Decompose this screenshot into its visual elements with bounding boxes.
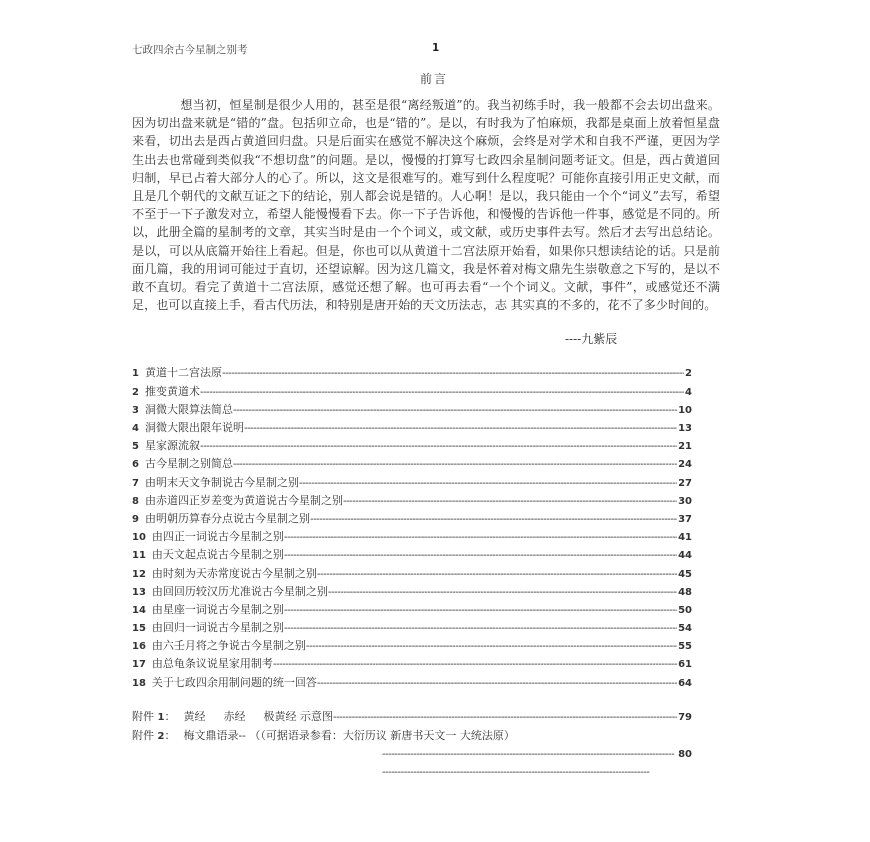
toc-entry-page: 61 xyxy=(678,659,692,671)
toc-entry-title: 关于七政四余用制问题的统一回答 xyxy=(151,675,317,689)
dot-leader xyxy=(273,656,677,674)
toc-entry[interactable] xyxy=(132,637,692,655)
toc-entry-page: 4 xyxy=(685,386,692,398)
dot-leader xyxy=(306,638,677,656)
toc-entry-number: 4 xyxy=(132,423,139,434)
toc-entry-title: 古今星制之别简总 xyxy=(144,457,233,471)
toc-entry-page: 10 xyxy=(678,404,692,416)
toc-entry-number: 7 xyxy=(132,477,139,489)
toc-entry-page: 48 xyxy=(678,586,692,598)
dot-leader xyxy=(284,620,677,638)
toc-entry-page: 50 xyxy=(678,604,692,616)
appendix-entry-2[interactable] xyxy=(132,727,692,746)
dot-leader xyxy=(233,402,677,420)
toc-entry-number: 10 xyxy=(132,532,146,544)
toc-entry[interactable] xyxy=(132,383,692,401)
appendix-1-label: 附件 1： xyxy=(132,709,176,723)
toc-entry-number: 11 xyxy=(132,550,146,562)
toc-entry-title: 由总龟条议说星家用制考 xyxy=(151,657,273,671)
toc-entry-page: 41 xyxy=(678,532,692,544)
appendix-entry-2-page-line xyxy=(132,746,692,764)
dot-leader xyxy=(310,511,677,529)
dot-leader xyxy=(317,566,677,584)
toc-entry-number: 1 xyxy=(132,368,139,380)
dot-leader xyxy=(222,365,684,383)
dot-leader xyxy=(284,529,677,547)
toc-entry[interactable] xyxy=(132,619,692,637)
table-of-contents xyxy=(132,364,692,691)
dot-leader xyxy=(299,475,677,493)
dot-leader xyxy=(382,746,677,782)
toc-entry[interactable] xyxy=(132,528,692,546)
dot-leader xyxy=(284,602,677,620)
dot-leader xyxy=(233,456,677,474)
toc-entry-number: 13 xyxy=(132,586,146,598)
toc-entry[interactable] xyxy=(132,510,692,528)
toc-entry-page: 55 xyxy=(678,641,692,653)
toc-entry-title: 洞微大限算法简总 xyxy=(144,402,233,416)
toc-entry[interactable] xyxy=(132,474,692,492)
appendix-1-part: 赤经 xyxy=(223,709,246,723)
toc-entry[interactable] xyxy=(132,437,692,455)
dot-leader xyxy=(333,709,677,727)
toc-entry-number: 18 xyxy=(132,677,146,689)
preface-heading: 前言 xyxy=(420,72,449,86)
running-header xyxy=(132,40,720,58)
running-header-title: 七政四余古今星制之别考 xyxy=(132,44,248,56)
toc-entry-number: 5 xyxy=(132,441,139,453)
toc-entry[interactable] xyxy=(132,364,692,382)
page-number: 1 xyxy=(432,42,440,54)
toc-entry-page: 2 xyxy=(685,368,692,380)
toc-entry-page: 27 xyxy=(678,477,692,489)
toc-entry-page: 54 xyxy=(678,623,692,635)
appendix-2-text: 梅文鼎语录-- （（可据语录参看：大衍历议 新唐书天文一 大统法原） xyxy=(183,728,515,742)
toc-entry-number: 3 xyxy=(132,404,139,416)
preface-body xyxy=(132,96,720,314)
dot-leader xyxy=(244,420,677,438)
appendix-1-part: 黄经 xyxy=(183,709,206,723)
toc-entry[interactable] xyxy=(132,655,692,673)
toc-entry[interactable] xyxy=(132,401,692,419)
toc-entry-page: 13 xyxy=(678,423,692,434)
dot-leader xyxy=(200,438,677,456)
toc-entry-title: 由回回历较汉历尤准说古今星制之别 xyxy=(151,584,328,598)
toc-entry[interactable] xyxy=(132,583,692,601)
dot-leader xyxy=(284,547,677,565)
dot-leader xyxy=(343,493,677,511)
appendix-1-part: 极黄经 示意图 xyxy=(263,709,333,723)
toc-entry-number: 14 xyxy=(132,604,146,616)
toc-entry-number: 16 xyxy=(132,641,146,653)
toc-entry-title: 洞微大限出限年说明 xyxy=(144,421,244,434)
toc-entry-title: 由明朝历算春分点说古今星制之别 xyxy=(144,511,310,525)
toc-entry-title: 黄道十二宫法原 xyxy=(144,366,222,380)
toc-entry-number: 6 xyxy=(132,459,139,471)
toc-entry[interactable] xyxy=(132,546,692,564)
toc-entry-title: 由四正一词说古今星制之别 xyxy=(151,530,284,544)
appendix-1-page: 79 xyxy=(678,711,692,723)
toc-entry-number: 8 xyxy=(132,495,139,507)
toc-entry[interactable] xyxy=(132,601,692,619)
toc-entry-title: 推变黄道术 xyxy=(144,384,200,398)
appendix-2-page: 80 xyxy=(678,748,692,760)
toc-entry[interactable] xyxy=(132,674,692,692)
toc-entry-title: 由回归一词说古今星制之别 xyxy=(151,621,284,635)
appendix-2-label: 附件 2： xyxy=(132,728,176,742)
toc-entry-page: 37 xyxy=(678,513,692,525)
toc-entry-number: 17 xyxy=(132,659,146,671)
toc-entry-page: 30 xyxy=(678,495,692,507)
toc-entry-number: 2 xyxy=(132,386,139,398)
preface-paragraph: 想当初，恒星制是很少人用的，甚至是很“离经叛道”的。我当初练手时，我一般都不会去切出盘来。因为切出盘来就是“错的”盘。包括卯立命，也是“错的”。是以，有时我为了怕麻烦，我都是桌面上放着恒星盘来看，切出去是西占黄道回归盘。只是后面实在感觉不解决这个麻烦，会终是对学术和自我不严谨，更因为学生出去也常碰到类似我“不想切盘”的问题。是以，慢慢的打算写七政四余星制问题考证文。但是，西占黄道回归制，早已占着大部分人的心了。所以，这文是很难写的。难写到什么程度呢？可能你直接引用正史文献，而且是几个朝代的文献互证之下的结论，别人都会说是错的。人心啊！是以，我只能由一个个“词义”去写，希望不至于一下子激发对立，希望人能慢慢看下去。你一下子告诉他，和慢慢的告诉他一件事，感觉是不同的。所以，此册全篇的星制考的文章，其实当时是由一个个词义，或文献，或历史事件去写。然后才去写出总结论。是以，可以从底篇开始往上看起。但是，你也可以从黄道十二宫法原开始看，如果你只想读结论的话。只是前面几篇，我的用词可能过于直切，还望谅解。因为这几篇文，我是怀着对梅文鼎先生崇敬意之下写的，是以不敢不直切。看完了黄道十二宫法原，感觉还想了解。也可再去看“一个个词义。文献，事件”，或感觉还不满足，也可以直接上手，看古代历法，和特别是唐开始的天文历法志，志 其实真的不多的，花不了多少时间的。 xyxy=(132,98,720,313)
toc-entry-title: 由六壬月将之争说古今星制之别 xyxy=(151,639,306,653)
toc-entry-page: 45 xyxy=(678,568,692,580)
appendix-entry-1[interactable] xyxy=(132,708,692,727)
toc-entry[interactable] xyxy=(132,492,692,510)
toc-entry-title: 星家源流叙 xyxy=(144,439,200,453)
toc-entry-title: 由天文起点说古今星制之别 xyxy=(151,548,284,562)
toc-entry-title: 由时刻为天赤常度说古今星制之别 xyxy=(151,566,317,580)
toc-entry-number: 15 xyxy=(132,623,146,635)
toc-entry-page: 64 xyxy=(678,677,692,689)
toc-entry-title: 由星座一词说古今星制之别 xyxy=(151,602,284,616)
toc-entry-page: 21 xyxy=(678,441,692,453)
dot-leader xyxy=(200,384,684,402)
toc-entry-title: 由赤道四正岁差变为黄道说古今星制之别 xyxy=(144,493,343,507)
dot-leader xyxy=(328,584,677,602)
toc-entry-page: 44 xyxy=(678,550,692,562)
toc-entry-title: 由明末天文争制说古今星制之别 xyxy=(144,475,299,489)
toc-entry-number: 12 xyxy=(132,568,146,580)
author-signature: ----九紫辰 xyxy=(565,332,618,347)
toc-entry-page: 24 xyxy=(678,459,692,471)
dot-leader xyxy=(317,675,677,693)
appendix-list xyxy=(132,708,692,764)
toc-entry-number: 9 xyxy=(132,513,139,525)
toc-entry[interactable] xyxy=(132,419,692,437)
toc-entry[interactable] xyxy=(132,565,692,583)
toc-entry[interactable] xyxy=(132,455,692,473)
